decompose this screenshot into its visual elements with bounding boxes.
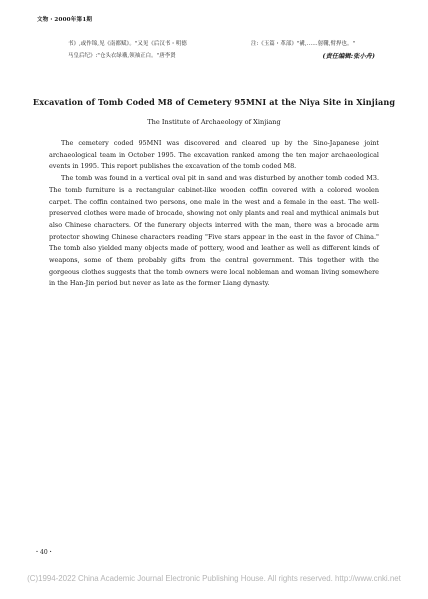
copyright-footer: (C)1994-2022 China Academic Journal Electronic Publishing House. All rights reserved. http://www.cnki.net [27, 574, 401, 583]
article-title: Excavation of Tomb Coded M8 of Cemetery 95MNI at the Niya Site in Xinjiang [32, 97, 396, 107]
article-author: The Institute of Archaeology of Xinjiang [147, 118, 281, 126]
article-body [49, 138, 379, 290]
note-line: 注:《玉篇・革部》"褠,……射鞲,臂捍也。" [251, 41, 356, 47]
body-paragraph: The tomb was found in a vertical oval pit in sand and was disturbed by another tomb coded M3. The tomb furniture is a rectangular cabinet-like wooden coffin covered with a colored woolen carpet. The coffin contained two persons, one male in the west and a female in the east. The well-preserved clothes were made of brocade, showing not only plants and real and mythical animals but also Chinese characters. Of the funerary objects interred with the man, there was a brocade arm protector showing Chinese characters reading "Five stars appear in the east in the favor of China." The tomb also yielded many objects made of pottery, wood and leather as well as different kinds of weapons, some of them probably gifts from the central government. This together with the gorgeous clothes suggests that the tomb owners were local nobleman and woman living somewhere in the Han-Jin period but never as late as the former Liang dynasty. [49, 174, 379, 288]
note-line: 书》,或作锦,见《南都赋》。"又见《后汉书・明德 [68, 41, 187, 47]
page-number: ・40・ [34, 549, 54, 556]
previous-article-notes-right [251, 39, 391, 62]
note-line: 马皇后纪》:"仓头衣绿褠,领袖正白。"唐李贤 [68, 52, 176, 59]
running-header: 文物・2000年第1期 [37, 17, 93, 23]
body-paragraph: The cemetery coded 95MNI was discovered and cleared up by the Sino-Japanese joint archaeological team in October 1995. The excavation ranked among the ten major archaeological events in 1995. This report publishes the excavation of the tomb coded M8. [49, 139, 379, 171]
previous-article-notes-left [68, 39, 228, 62]
responsible-editor: (责任编辑:张小舟) [322, 52, 375, 60]
